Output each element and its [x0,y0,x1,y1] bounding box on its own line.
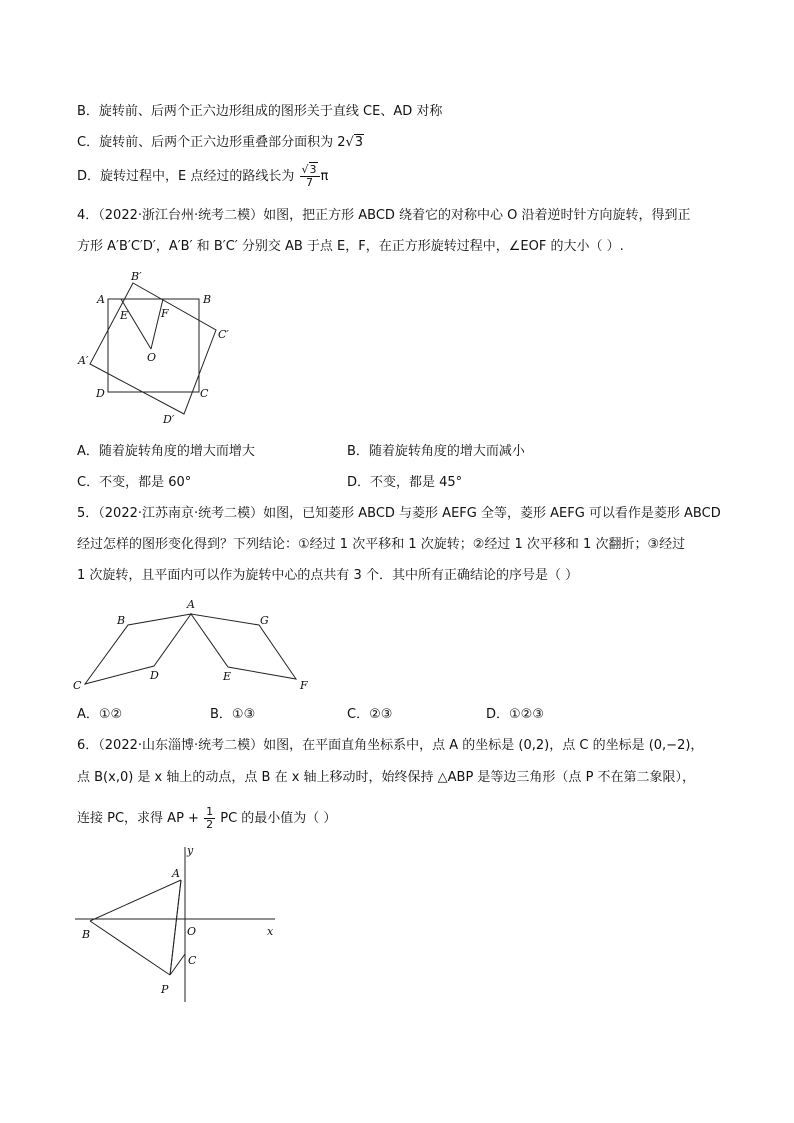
q4-option-c[interactable]: C．不变，都是 60° [77,475,192,490]
q5-option-d[interactable]: D．①②③ [486,707,544,722]
label-d-prime: D′ [163,413,175,426]
label-c: C [200,387,209,400]
q3-option-d [77,164,328,189]
q5-option-c[interactable]: C．②③ [347,707,393,722]
label-a-prime: A′ [78,354,89,367]
pi-symbol: π [320,169,329,184]
label-d: D [150,669,159,682]
rhombus-abcd [85,614,191,684]
q3-option-c-text: C．旋转前、后两个正六边形重叠部分面积为 2 [77,135,346,150]
label-b-prime: B′ [131,270,142,283]
rhombus-aefg [191,614,296,679]
label-p: P [161,983,169,996]
q4-option-a[interactable]: A．随着旋转角度的增大而增大 [77,444,255,459]
label-c-prime: C′ [218,328,229,341]
q3-option-c [77,134,364,152]
q4-stem-line2: 方形 A′B′C′D′，A′B′ 和 B′C′ 分别交 AB 于点 E，F，在正方形旋转过程中，∠EOF 的大小（ ）. [77,239,624,254]
label-o: O [147,351,157,364]
label-f: F [161,307,169,320]
label-e: E [223,670,232,683]
q6-stem-line3-text-2: PC 的最小值为（ ） [220,811,337,826]
q5-option-b[interactable]: B．①③ [210,707,256,722]
fraction: $\frac{1}{2}$ [206,805,214,831]
segment-ap-2 [170,880,181,975]
q5-stem-line3: 1 次旋转，且平面内可以作为旋转中心的点共有 3 个．其中所有正确结论的序号是（ ） [77,568,579,583]
label-b: B [203,293,212,306]
label-d: D [96,387,105,400]
label-b: B [117,614,126,627]
segment-ab [90,880,181,921]
sqrt-symbol: √3 [345,135,364,150]
label-a: A [187,598,195,611]
q4-figure [70,266,240,436]
q5-stem-line2: 经过怎样的图形变化得到？下列结论：①经过 1 次平移和 1 次旋转；②经过 1 次平移和 1 次翻折；③经过 [77,537,686,552]
q6-stem-line1: 6．（2022·山东淄博·统考二模）如图，在平面直角坐标系中，点 A 的坐标是 (0,2)，点 C 的坐标是 (0,−2)， [77,738,704,753]
square-a1b1c1d1 [90,283,216,414]
label-f: F [300,679,308,692]
q4-option-b[interactable]: B．随着旋转角度的增大而减小 [347,444,525,459]
q6-stem-line2: 点 B(x,0) 是 x 轴上的动点，点 B 在 x 轴上移动时，始终保持 △ABP 是等边三角形（点 P 不在第二象限）， [77,770,696,785]
q5-option-a[interactable]: A．①② [77,707,123,722]
q3-option-b: B．旋转前、后两个正六边形组成的图形关于直线 CE、AD 对称 [77,104,443,119]
q3-option-d-text: D．旋转过程中，E 点经过的路线长为 [77,169,295,184]
label-o: O [187,925,197,938]
q4-stem-line1: 4．（2022·浙江台州·统考二模）如图，把正方形 ABCD 绕着它的对称中心 O 沿着逆时针方向旋转，得到正 [77,208,691,223]
label-b: B [82,928,91,941]
segment-oe [121,299,151,349]
q6-stem-line3 [77,806,336,831]
label-x: x [267,925,274,938]
label-c: C [188,954,197,967]
label-c: C [73,679,82,692]
label-a: A [97,293,105,306]
label-e: E [120,309,129,322]
label-g: G [260,614,269,627]
fraction: $\frac{√3}{7}$ [300,164,320,189]
segment-bp [90,921,170,975]
q5-stem-line1: 5．（2022·江苏南京·统考二模）如图，已知菱形 ABCD 与菱形 AEFG 全等，菱形 AEFG 可以看作是菱形 ABCD [77,506,721,521]
q4-option-d[interactable]: D．不变，都是 45° [347,475,463,490]
q5-figure [64,592,324,697]
label-a: A [172,867,180,880]
q6-stem-line3-text: 连接 PC，求得 AP + [77,811,199,826]
q6-figure [70,842,290,1012]
label-y: y [187,844,194,857]
